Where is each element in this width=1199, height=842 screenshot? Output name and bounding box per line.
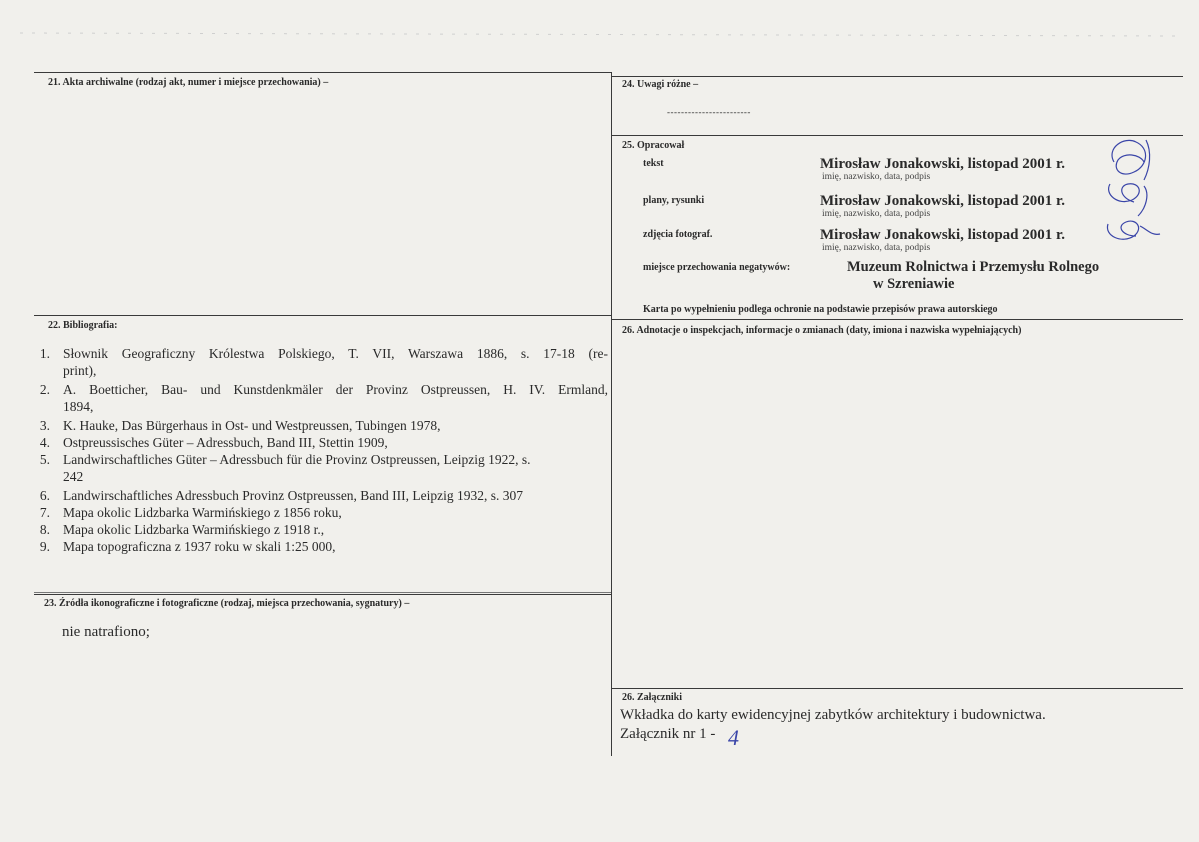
bib-number: 5. [39, 452, 50, 467]
caption-plany: imię, nazwisko, data, podpis [822, 209, 931, 219]
bib-number: 6. [39, 488, 50, 503]
rule-23-left-b [34, 594, 611, 595]
bib-item [28, 487, 613, 504]
section-21-title: 21. Akta archiwalne (rodzaj akt, numer i miejsce przechowania) – [48, 77, 329, 88]
bib-item [28, 538, 613, 555]
rule-26-right [611, 319, 1183, 320]
bib-text [63, 345, 608, 379]
bib-item [28, 434, 613, 451]
negatives-place-1: Muzeum Rolnictwa i Przemysłu Rolnego [847, 259, 1100, 275]
bib-text [63, 451, 608, 485]
bibliography-list [28, 345, 613, 555]
bib-text: Mapa okolic Lidzbarka Warmińskiego z 1856 roku, [63, 505, 342, 520]
bib-number: 2. [39, 382, 50, 397]
top-margin-marks [0, 0, 1199, 48]
bib-item [28, 504, 613, 521]
bib-item [28, 417, 613, 434]
bib-number: 7. [39, 505, 50, 520]
attachments-line-2: Załącznik nr 1 - [620, 726, 716, 742]
section-26-annotations-title: 26. Adnotacje o inspekcjach, informacje o zmianach (daty, imiona i nazwiska wypełniających) [622, 325, 1022, 336]
section-23-value: nie natrafiono; [62, 624, 150, 640]
label-negatives: miejsce przechowania negatywów: [643, 262, 791, 273]
caption-zdjecia: imię, nazwisko, data, podpis [822, 243, 931, 253]
bib-number: 3. [39, 418, 50, 433]
copyright-note: Karta po wypełnieniu podlega ochronie na podstawie przepisów prawa autorskiego [643, 304, 998, 315]
section-23-title: 23. Źródła ikonograficzne i fotograficzne (rodzaj, miejsca przechowania, sygnatury) – [44, 598, 410, 609]
bib-text: Landwirschaftliches Adressbuch Provinz Ostpreussen, Band III, Leipzig 1932, s. 307 [63, 488, 524, 503]
bib-text [63, 381, 608, 415]
bib-text: Mapa okolic Lidzbarka Warmińskiego z 1918 r., [63, 522, 325, 537]
bib-line: A. Boetticher, Bau- und Kunstdenkmäler der Provinz Ostpreussen, H. IV. Ermland, [63, 382, 608, 397]
section-25-title: 25. Opracował [622, 140, 685, 151]
section-26-attachments-title: 26. Załączniki [622, 692, 683, 703]
rule-25 [611, 135, 1183, 136]
label-tekst: tekst [643, 158, 664, 169]
section-24-value: ------------------------ [667, 107, 751, 117]
bib-line: Słownik Geograficzny Królestwa Polskiego, T. VII, Warszawa 1886, s. 17-18 (re- [63, 346, 608, 361]
bib-item [28, 381, 613, 417]
rule-22-left [34, 315, 611, 316]
label-plany: plany, rysunki [643, 195, 705, 206]
bib-number: 4. [39, 435, 50, 450]
author-tekst: Mirosław Jonakowski, listopad 2001 r. [820, 156, 1066, 172]
label-zdjecia: zdjęcia fotograf. [643, 229, 713, 240]
bib-line: print), [63, 363, 97, 378]
bib-text: Ostpreussisches Güter – Adressbuch, Band III, Stettin 1909, [63, 435, 388, 450]
caption-tekst: imię, nazwisko, data, podpis [822, 172, 931, 182]
section-24-title: 24. Uwagi różne – [622, 79, 699, 90]
bib-line: 1894, [63, 399, 94, 414]
bib-number: 8. [39, 522, 50, 537]
author-zdjecia: Mirosław Jonakowski, listopad 2001 r. [820, 227, 1066, 243]
rule-26b-right [611, 688, 1183, 689]
signature-image [1100, 132, 1166, 250]
bib-text: K. Hauke, Das Bürgerhaus in Ost- und Westpreussen, Tubingen 1978, [63, 418, 441, 433]
negatives-place-2: w Szreniawie [873, 276, 955, 292]
rule-23-left [34, 592, 611, 593]
bib-line: 242 [63, 469, 84, 484]
handwritten-attachment-count: 4 [728, 725, 739, 750]
attachments-line-1: Wkładka do karty ewidencyjnej zabytków architektury i budownictwa. [620, 707, 1046, 723]
bib-item [28, 521, 613, 538]
top-rule-right [611, 76, 1183, 77]
bib-number: 1. [39, 346, 50, 361]
bib-text: Mapa topograficzna z 1937 roku w skali 1:25 000, [63, 539, 336, 554]
author-plany: Mirosław Jonakowski, listopad 2001 r. [820, 193, 1066, 209]
bib-line: Landwirschaftliches Güter – Adressbuch für die Provinz Ostpreussen, Leipzig 1922, s. [63, 452, 531, 467]
section-22-title: 22. Bibliografia: [48, 320, 118, 331]
bib-number: 9. [39, 539, 50, 554]
bib-item [28, 345, 613, 381]
bib-item [28, 451, 613, 487]
top-rule-left [34, 72, 611, 73]
